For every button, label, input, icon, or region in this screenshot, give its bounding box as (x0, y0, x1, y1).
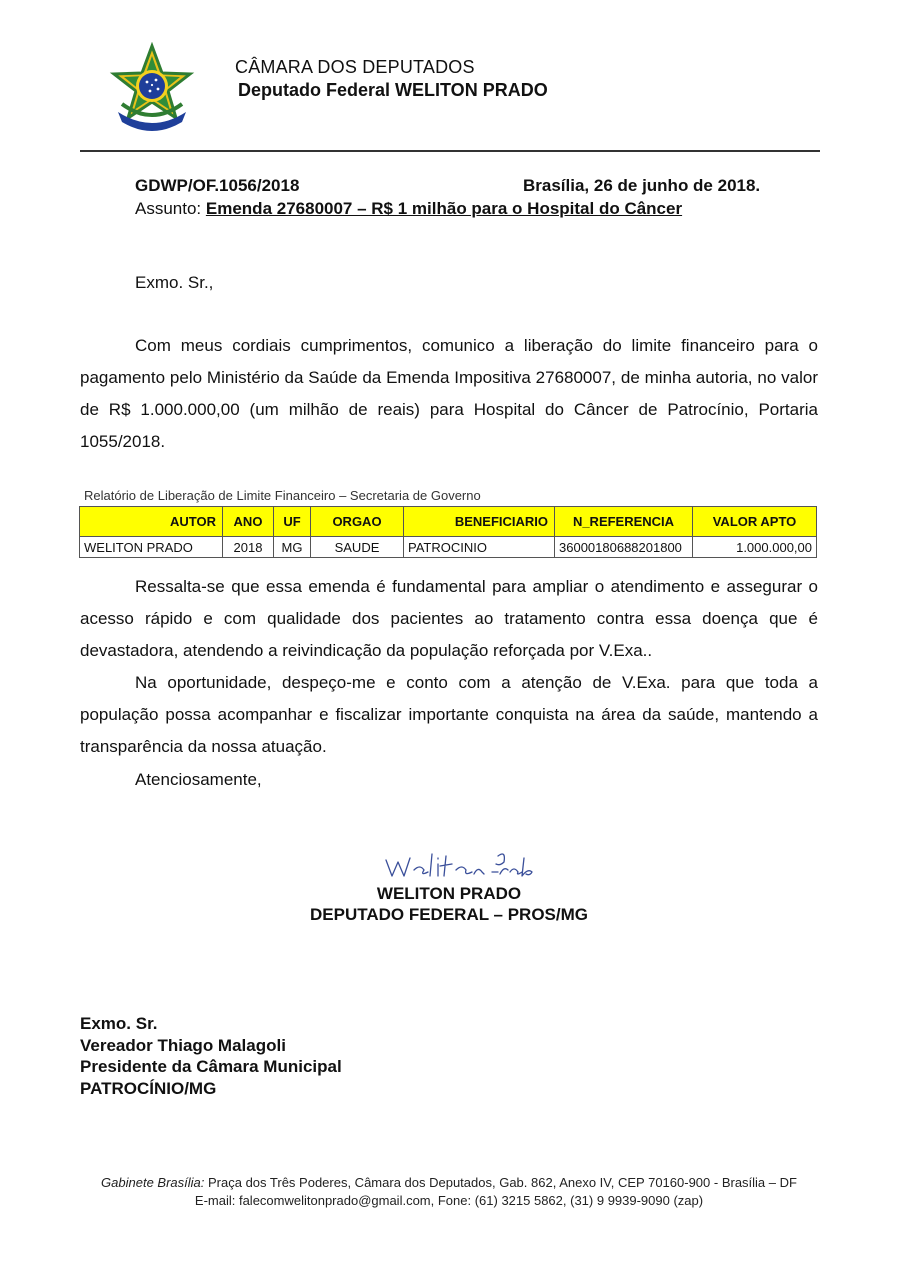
paragraph-1 (80, 330, 818, 458)
col-header-ano: ANO (223, 507, 274, 537)
recipient-line-1: Exmo. Sr. (80, 1014, 158, 1033)
office-name: Deputado Federal WELITON PRADO (238, 80, 548, 100)
release-report-table (79, 506, 817, 558)
signatory-title: DEPUTADO FEDERAL – PROS/MG (309, 905, 588, 924)
closing: Atenciosamente, (135, 770, 262, 789)
cell-ano: 2018 (223, 537, 274, 558)
letter-subject (135, 199, 682, 219)
coat-of-arms-emblem (108, 42, 196, 138)
recipient-line-3: Presidente da Câmara Municipal (80, 1057, 342, 1076)
cell-valor-apto: 1.000.000,00 (693, 537, 817, 558)
col-header-orgao: ORGAO (311, 507, 404, 537)
body-paragraphs (80, 571, 818, 763)
col-header-n-referencia: N_REFERENCIA (555, 507, 693, 537)
col-header-autor: AUTOR (80, 507, 223, 537)
cell-beneficiario: PATROCINIO (404, 537, 555, 558)
cell-n-referencia: 36000180688201800 (555, 537, 693, 558)
col-header-beneficiario: BENEFICIARIO (404, 507, 555, 537)
signatory-name: WELITON PRADO (376, 884, 522, 903)
letter-date: Brasília, 26 de junho de 2018. (523, 176, 761, 195)
letter-reference: GDWP/OF.1056/2018 (135, 176, 300, 195)
header-divider (80, 150, 820, 152)
paragraph-2 (80, 571, 818, 667)
recipient-line-4: PATROCÍNIO/MG (80, 1078, 217, 1098)
subject-label: Assunto: (135, 199, 202, 218)
col-header-uf: UF (274, 507, 311, 537)
subject-text: Emenda 27680007 – R$ 1 milhão para o Hospital do Câncer (205, 199, 683, 218)
paragraph-1-text: Com meus cordiais cumprimentos, comunico a liberação do limite financeiro para o pagamento pelo Ministério da Saúde da Emenda Impositiva 27680007, de minha autoria, no valor de R$ 1.000.000,00 (um milhão de reais) para Hospital do Câncer de Patrocínio, Portaria 1055/2018. (80, 336, 818, 451)
table-header-row (80, 507, 817, 537)
cell-autor: WELITON PRADO (80, 537, 223, 558)
footer-contact: E-mail: falecomwelitonprado@gmail.com, Fone: (61) 3215 5862, (31) 9 9939-9090 (zap) (194, 1193, 704, 1208)
salutation: Exmo. Sr., (135, 273, 214, 292)
paragraph-3-text: Na oportunidade, despeço-me e conto com a atenção de V.Exa. para que toda a população possa acompanhar e fiscalizar importante conquista na área da saúde, mantendo a transparência da nossa atuação. (80, 673, 818, 756)
table-caption: Relatório de Liberação de Limite Financeiro – Secretaria de Governo (84, 488, 481, 503)
recipient-block (80, 1013, 342, 1099)
paragraph-3 (80, 667, 818, 763)
col-header-valor-apto: VALOR APTO (693, 507, 817, 537)
footer-office-label: Gabinete Brasília: (101, 1175, 205, 1190)
cell-orgao: SAUDE (311, 537, 404, 558)
cell-uf: MG (274, 537, 311, 558)
table-row (80, 537, 817, 558)
footer-address-text: Praça dos Três Poderes, Câmara dos Deputados, Gab. 862, Anexo IV, CEP 70160-900 - Brasília – DF (204, 1175, 797, 1190)
recipient-line-2: Vereador Thiago Malagoli (80, 1035, 286, 1055)
institution-name: CÂMARA DOS DEPUTADOS (235, 57, 475, 77)
paragraph-2-text: Ressalta-se que essa emenda é fundamental para ampliar o atendimento e assegurar o acesso rápido e com qualidade dos pacientes ao tratamento contra essa doença que é devastadora, atendendo a reivindicação da população reforçada por V.Exa.. (80, 577, 818, 660)
handwritten-signature (380, 846, 540, 882)
footer-address (0, 1175, 898, 1190)
